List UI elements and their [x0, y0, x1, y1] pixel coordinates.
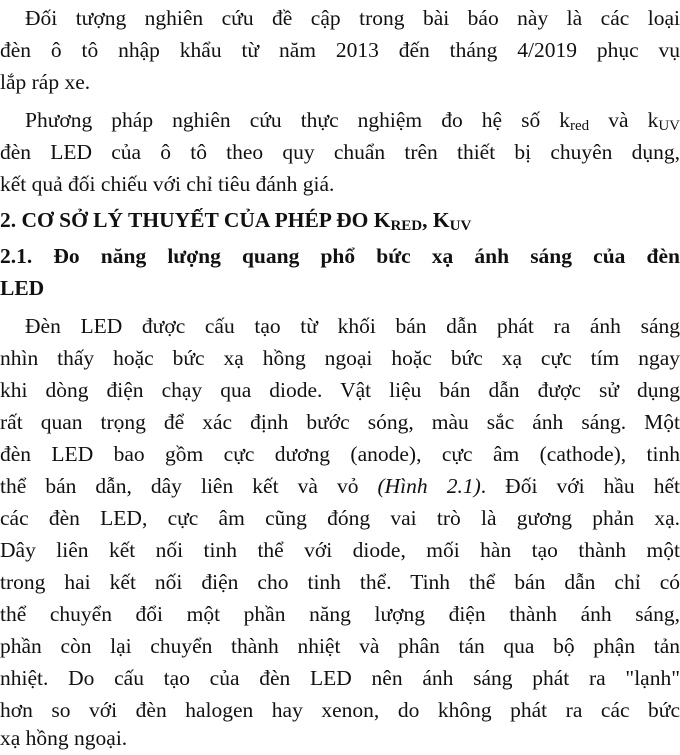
- k-red-subscript: red: [570, 118, 590, 134]
- led-line-6-text-a: thể bán dẫn, dây liên kết và vỏ: [0, 474, 378, 498]
- heading-red-subscript: RED: [390, 218, 423, 234]
- scope-line-1: Đối tượng nghiên cứu đề cập trong bài báo này là các loại: [25, 6, 680, 30]
- method-text-b: và k: [589, 108, 659, 132]
- led-line-6-text-b: . Đối với hầu hết: [480, 474, 680, 498]
- subsection-heading-line-2: LED: [0, 276, 45, 300]
- led-line-7: các đèn LED, cực âm cũng đóng vai trò là gương phản xạ.: [0, 506, 680, 530]
- led-line-9: trong hai kết nối điện cho tinh thể. Tinh thể bán dẫn chỉ có: [0, 570, 680, 594]
- heading-2-mid: , K: [422, 208, 450, 232]
- subsection-heading-line-1: 2.1. Đo năng lượng quang phổ bức xạ ánh sáng của đèn: [0, 244, 680, 268]
- led-line-13: hơn so với đèn halogen hay xenon, do không phát ra các bức: [0, 698, 680, 722]
- scope-line-3: lắp ráp xe.: [0, 70, 91, 94]
- led-line-10: thể chuyển đổi một phần năng lượng điện thành ánh sáng,: [0, 602, 680, 626]
- led-line-5: đèn LED bao gồm cực dương (anode), cực âm (cathode), tinh: [0, 442, 680, 466]
- led-line-12: nhiệt. Do cấu tạo của đèn LED nên ánh sáng phát ra "lạnh": [0, 666, 680, 690]
- heading-uv-subscript: UV: [449, 218, 472, 234]
- led-line-8: Dây liên kết nối tinh thể với diode, mối hàn tạo thành một: [0, 538, 680, 562]
- led-line-6: [0, 470, 680, 502]
- led-line-4: rất quan trọng để xác định bước sóng, màu sắc ánh sáng. Một: [0, 410, 680, 434]
- method-line-1: [0, 104, 680, 136]
- led-line-1: Đèn LED được cấu tạo từ khối bán dẫn phát ra ánh sáng: [25, 314, 680, 338]
- heading-2-text: 2. CƠ SỞ LÝ THUYẾT CỦA PHÉP ĐO K: [0, 208, 391, 232]
- scope-line-2: đèn ô tô nhập khẩu từ năm 2013 đến tháng 4/2019 phục vụ: [0, 38, 680, 62]
- k-uv-subscript: UV: [658, 118, 680, 134]
- led-line-2: nhìn thấy hoặc bức xạ hồng ngoại hoặc bức xạ cực tím ngay: [0, 346, 680, 370]
- method-line-2: đèn LED của ô tô theo quy chuẩn trên thiết bị chuyên dụng,: [0, 140, 680, 164]
- figure-reference: (Hình 2.1): [377, 474, 481, 498]
- method-text-a: Phương pháp nghiên cứu thực nghiệm đo hệ số k: [25, 108, 571, 132]
- method-line-3: kết quả đối chiếu với chỉ tiêu đánh giá.: [0, 172, 335, 196]
- led-line-11: phần còn lại chuyển thành nhiệt và phân tán qua bộ phận tản: [0, 634, 680, 658]
- led-line-3: khi dòng điện chạy qua diode. Vật liệu bán dẫn được sử dụng: [0, 378, 680, 402]
- led-line-14: xạ hồng ngoại.: [0, 726, 128, 750]
- section-heading-2: [0, 204, 680, 236]
